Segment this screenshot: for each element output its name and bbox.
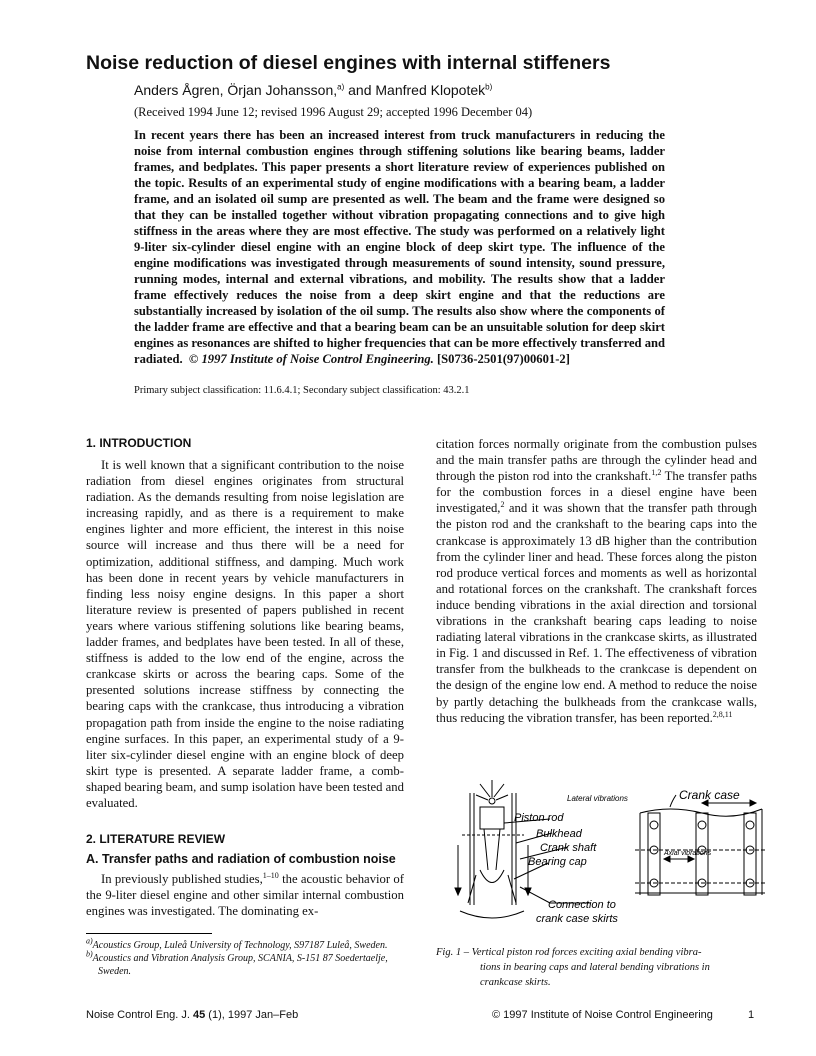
reference-mark: 2 bbox=[500, 500, 505, 510]
footer-copyright: © 1997 Institute of Noise Control Engineering bbox=[492, 1009, 713, 1021]
right-column-text bbox=[436, 436, 757, 726]
author-names-2: and Manfred Klopotek bbox=[344, 82, 486, 98]
right-text-3: and it was shown that the transfer path through the piston rod and the crankshaft to the bearing caps into the crankcase is approximately 13 dB higher than the contribution from the cylinder liner and head. These forces along the piston rod produce vertical forces and moments as well as horizontal and rotational forces on the crankshaft. The crankshaft forces induce bending vibrations in the axial direction and torsional vibrations in the crankshaft bearing caps leading to noise radiating lateral vibrations in the crankcase skirts, as illustrated in Fig. 1 and discussed in Ref. 1. The effectiveness of vibration transfer from the bulkheads to the crankcase is dependent on the design of the engine low end. A method to reduce the noise by partly detaching the bulkheads from the crankcase walls, thus reducing the vibration transfer, has been reported. bbox=[436, 501, 757, 725]
footnote-a bbox=[86, 936, 404, 952]
footnote-a-text: Acoustics Group, Luleå University of Technology, S97187 Luleå, Sweden. bbox=[92, 940, 388, 951]
abstract-doi: [S0736-2501(97)00601-2] bbox=[436, 352, 570, 366]
label-piston-rod: Piston rod bbox=[514, 812, 564, 824]
abstract-text: In recent years there has been an increased interest from truck manufacturers in reducing the noise from internal combustion engines through stiffening solutions like bearing beams, ladder frames, and bedplates. This paper presents a short literature review of experiences published on the topic. Results of an experimental study of engine modifications with a bearing beam, a ladder frame, and an isolated oil sump are presented as well. The beam and the frame were designed so that they can be installed together without vibration propagating connections and to give high stiffness in the areas where they are most effective. The study was performed on a relatively light 9-liter six-cylinder diesel engine with an engine block of deep skirt type. The influence of the engine modifications was investigated through measurements of sound intensity, sound pressure, running modes, internal and external vibrations, and mobility. The results show that a ladder frame effectively reduces the noise from a deep skirt engine and that the reductions are substantially increased by isolation of the oil sump. The results also show where the components of the ladder frame are effective and that a bearing beam can be an unsuitable solution for deep skirt engines as resonances are shifted to higher frequencies that can be more effectively transferred and radiated. bbox=[134, 128, 665, 366]
abstract-copyright: © 1997 Institute of Noise Control Engineering. bbox=[188, 352, 434, 366]
journal-citation bbox=[86, 1009, 298, 1021]
caption-line-1: Fig. 1 – Vertical piston rod forces exciting axial bending vibra- bbox=[436, 947, 702, 958]
label-bulkhead: Bulkhead bbox=[536, 828, 582, 840]
journal-name: Noise Control Eng. J. bbox=[86, 1009, 193, 1021]
received-dates: (Received 1994 June 12; revised 1996 August 29; accepted 1996 December 04) bbox=[134, 105, 533, 119]
author-names-1: Anders Ågren, Örjan Johansson, bbox=[134, 82, 338, 98]
section-literature-review bbox=[86, 832, 404, 919]
label-crank-shaft: Crank shaft bbox=[540, 842, 597, 854]
subsection-heading-transfer-paths: A. Transfer paths and radiation of combustion noise bbox=[86, 852, 396, 866]
abstract bbox=[134, 127, 665, 367]
caption-line-2: tions in bearing caps and lateral bending vibrations in bbox=[480, 962, 710, 973]
footnote-b bbox=[86, 949, 404, 978]
figure-1-caption bbox=[436, 945, 757, 990]
journal-volume: 45 bbox=[193, 1009, 206, 1021]
literature-text-1: In previously published studies, bbox=[101, 872, 263, 886]
introduction-paragraph: It is well known that a significant contribution to the noise radiation from diesel engines originates from structural radiation. As the demands resulting from noise legislation are increasing rapidly, and as there is a requirement to make engines lighter and more efficient, the interest in this noise source will increase and thus there will be a need for optimization, additional stiffness, and damping. Much work has been done in recent years by vehicle manufacturers in finding less noisy engine designs. In this paper a short literature review is presented of papers published in recent years where various stiffening solutions like bearing beams, ladder frames, and bedplates have been tested. In all of these, stiffness is added to the low end of the engine, across the crankcase skirts or across the bearing caps. Some of the presented solutions increase stiffness by connecting the bearing caps with the crankcase, thus introducing a vibration propagation path from inside the engine to the noise radiating engine surfaces. In this paper, an experimental study of a 9-liter six-cylinder diesel engine with an engine block of deep skirt type is presented. A separate ladder frame, a comb-shaped bearing beam, and sump isolation have been tested and evaluated. bbox=[86, 458, 404, 810]
section-heading-introduction: 1. INTRODUCTION bbox=[86, 436, 192, 450]
label-connection-line1: Connection to bbox=[548, 899, 616, 911]
figure-1-engine-diagram bbox=[440, 775, 770, 930]
caption-line-3: crankcase skirts. bbox=[480, 977, 551, 988]
literature-text-2: the acoustic behavior of the 9-liter diesel engine and other similar internal combustion engines was investigated. The dominating ex- bbox=[86, 872, 404, 919]
reference-mark: 2,8,11 bbox=[712, 709, 733, 719]
footnote-mark-a: a) bbox=[86, 936, 93, 946]
right-paragraph bbox=[436, 436, 757, 726]
section-introduction bbox=[86, 436, 404, 811]
footnote-mark-b: b) bbox=[86, 949, 93, 959]
page-number: 1 bbox=[748, 1009, 755, 1021]
affiliation-mark-a: a) bbox=[337, 82, 345, 92]
footnotes bbox=[86, 936, 404, 978]
literature-paragraph bbox=[86, 871, 404, 919]
journal-issue: (1), 1997 Jan–Feb bbox=[205, 1009, 299, 1021]
affiliation-mark-b: b) bbox=[485, 82, 493, 92]
subject-classification: Primary subject classification: 11.6.4.1; Secondary subject classification: 43.2.1 bbox=[134, 385, 470, 396]
right-text-1: citation forces normally originate from the combustion pulses and the main transfer paths are through the cylinder head and through the piston rod into the crankshaft. bbox=[436, 437, 757, 484]
paper-title: Noise reduction of diesel engines with internal stiffeners bbox=[86, 52, 611, 74]
label-axial-vibrations: Axial vibrations bbox=[664, 850, 712, 857]
authors bbox=[134, 82, 492, 98]
reference-mark: 1–10 bbox=[262, 870, 279, 880]
label-crank-case: Crank case bbox=[679, 788, 740, 802]
footnote-rule bbox=[86, 933, 212, 934]
footnote-b-text: Acoustics and Vibration Analysis Group, SCANIA, S-151 87 Soedertaelje, Sweden. bbox=[92, 953, 388, 977]
reference-mark: 1,2 bbox=[651, 467, 662, 477]
combustion-spark-icon bbox=[476, 780, 508, 804]
label-bearing-cap: Bearing cap bbox=[528, 856, 587, 868]
label-connection-line2: crank case skirts bbox=[536, 913, 618, 925]
label-lateral-vibrations: Lateral vibrations bbox=[567, 794, 628, 803]
right-text-2: The transfer paths for the combustion forces in a diesel engine have been investigated, bbox=[436, 469, 757, 516]
section-heading-literature-review: 2. LITERATURE REVIEW bbox=[86, 832, 226, 846]
